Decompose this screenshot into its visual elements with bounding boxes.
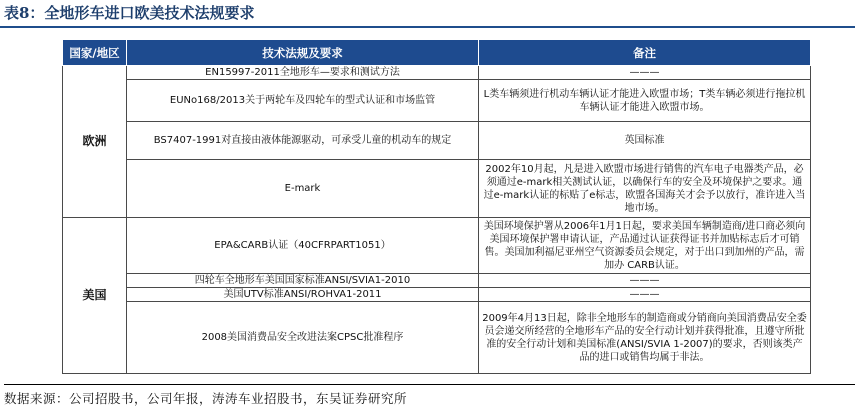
note-cell: L类车辆须进行机动车辆认证才能进入欧盟市场；T类车辆必须进行拖拉机车辆认证才能进入欧盟市场。 <box>479 80 811 122</box>
table-row <box>63 80 811 122</box>
document-title: 表8：全地形车进口欧美技术法规要求 <box>4 4 255 22</box>
title-divider <box>0 26 855 28</box>
requirement-cell: 四轮车全地形车美国国家标准ANSI/SVIA1-2010 <box>127 274 479 288</box>
note-cell: 2002年10月起，凡是进入欧盟市场进行销售的汽车电子电器类产品，必须通过e-mark相关测试认证，以确保行车的安全及环境保护之要求。通过e-mark认证的标贴了e标志，欧盟各国海关才会予以放行，准许进入当地市场。 <box>479 160 811 218</box>
source-text: 数据来源：公司招股书，公司年报，涛涛车业招股书，东吴证券研究所 <box>4 391 408 406</box>
table-row <box>63 218 811 274</box>
table-row <box>63 66 811 80</box>
note-cell: 2009年4月13日起，除非全地形车的制造商或分销商向美国消费品安全委员会递交所经营的全地形车产品的安全行动计划并获得批准，且遵守所批准的安全行动计划和美国标准(ANSI/SVIA 1-2007)的要求，否则该类产品的进口或销售均属于非法。 <box>479 302 811 374</box>
table-row <box>63 302 811 374</box>
header-region: 国家/地区 <box>63 40 127 66</box>
requirement-cell: EN15997-2011全地形车—要求和测试方法 <box>127 66 479 80</box>
note-cell: ——— <box>479 274 811 288</box>
table-header-row <box>63 40 811 66</box>
requirement-cell: EPA&CARB认证（40CFRPART1051） <box>127 218 479 274</box>
note-cell: 英国标准 <box>479 122 811 160</box>
note-cell: 美国环境保护署从2006年1月1日起，要求美国车辆制造商/进口商必须向美国环境保护署申请认证，产品通过认证获得证书并加贴标志后才可销售。美国加利福尼亚州空气资源委员会规定，对于出口到加州的产品，需加办 CARB认证。 <box>479 218 811 274</box>
table-row <box>63 122 811 160</box>
note-cell: ——— <box>479 288 811 302</box>
header-requirements: 技术法规及要求 <box>127 40 479 66</box>
source-footer <box>4 384 855 417</box>
region-cell-usa: 美国 <box>63 218 127 374</box>
table-row <box>63 160 811 218</box>
requirement-cell: 美国UTV标准ANSI/ROHVA1-2011 <box>127 288 479 302</box>
note-cell: ——— <box>479 66 811 80</box>
requirement-cell: E-mark <box>127 160 479 218</box>
requirement-cell: EUNo168/2013关于两轮车及四轮车的型式认证和市场监管 <box>127 80 479 122</box>
requirement-cell: BS7407-1991对直接由液体能源驱动，可承受儿童的机动车的规定 <box>127 122 479 160</box>
header-notes: 备注 <box>479 40 811 66</box>
region-cell-europe: 欧洲 <box>63 66 127 218</box>
requirement-cell: 2008美国消费品安全改进法案CPSC批准程序 <box>127 302 479 374</box>
regulations-table <box>62 39 811 374</box>
table-row <box>63 288 811 302</box>
table-row <box>63 274 811 288</box>
